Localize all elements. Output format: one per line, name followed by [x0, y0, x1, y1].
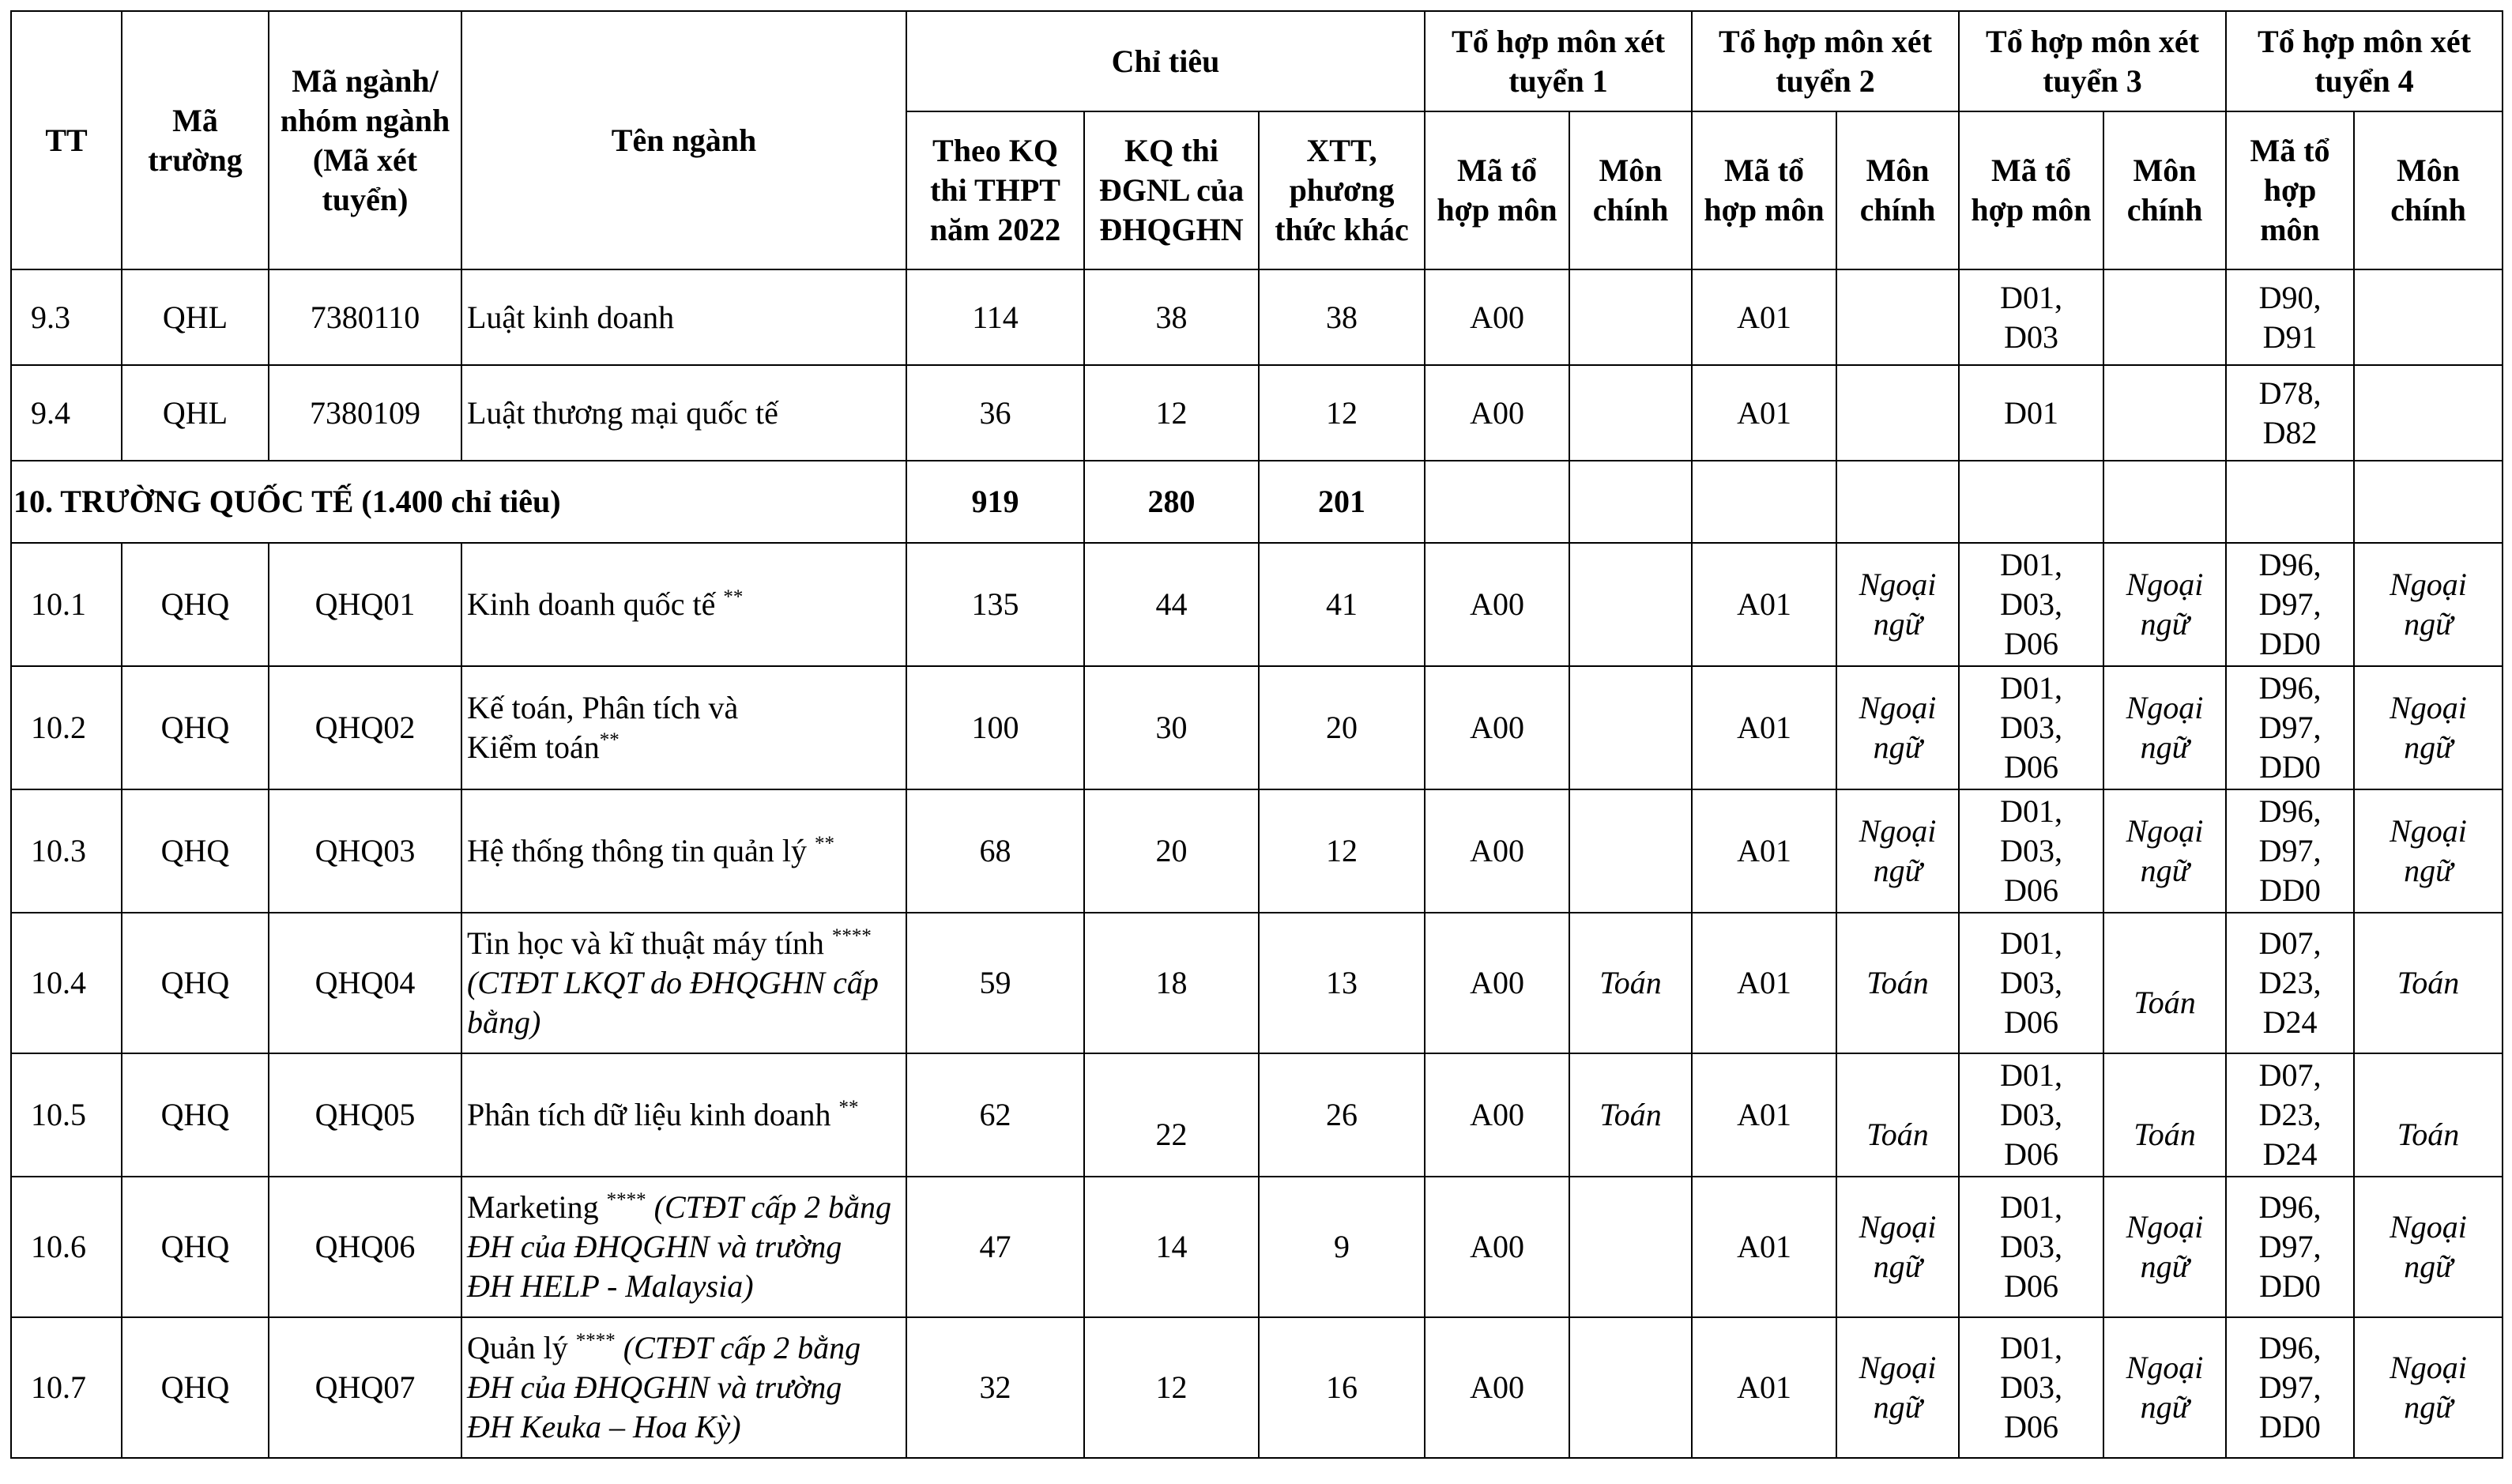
- cell-combo2: A01: [1692, 365, 1836, 461]
- cell-combo3: D01, D03: [1959, 269, 2103, 365]
- cell-name: Kinh doanh quốc tế **: [461, 543, 906, 666]
- header-quota: Chỉ tiêu: [906, 11, 1425, 111]
- cell-combo3: D01, D03, D06: [1959, 1053, 2103, 1177]
- cell-thpt: 62: [906, 1053, 1084, 1177]
- header-combo-2: Tổ hợp môn xét tuyển 2: [1692, 11, 1959, 111]
- table-row: [11, 666, 2503, 789]
- cell-name: Luật thương mại quốc tế: [461, 365, 906, 461]
- cell-combo3: D01: [1959, 365, 2103, 461]
- cell-code: QHQ01: [269, 543, 461, 666]
- cell-combo4: D96, D97, DD0: [2226, 789, 2354, 913]
- cell-combo4: D96, D97, DD0: [2226, 666, 2354, 789]
- cell-thpt: 100: [906, 666, 1084, 789]
- cell-xtt: 9: [1259, 1177, 1425, 1317]
- cell-combo1: A00: [1425, 789, 1569, 913]
- cell-combo4: D07, D23, D24: [2226, 1053, 2354, 1177]
- table-row: [11, 365, 2503, 461]
- header-main-subject: Môn chính: [1836, 111, 1959, 269]
- cell-combo3: D01, D03, D06: [1959, 1177, 2103, 1317]
- cell-main4: Ngoại ngữ: [2354, 789, 2503, 913]
- cell-main1: [1569, 365, 1692, 461]
- cell-main1: [1569, 1317, 1692, 1458]
- cell-main1: [1569, 543, 1692, 666]
- cell-main4: [2354, 269, 2503, 365]
- cell-code: QHQ07: [269, 1317, 461, 1458]
- cell-main1: Toán: [1569, 1053, 1692, 1177]
- section-row: [11, 461, 2503, 543]
- cell-combo1: A00: [1425, 913, 1569, 1053]
- cell-school: QHL: [122, 365, 269, 461]
- cell-main4: Ngoại ngữ: [2354, 543, 2503, 666]
- cell-xtt: 20: [1259, 666, 1425, 789]
- cell-tt: 10.4: [11, 913, 122, 1053]
- header-quota-dgnl: KQ thi ĐGNL của ĐHQGHN: [1084, 111, 1259, 269]
- cell-main1: [1569, 1177, 1692, 1317]
- cell-combo2: A01: [1692, 1177, 1836, 1317]
- cell-main3: Ngoại ngữ: [2103, 1177, 2226, 1317]
- table-row: [11, 543, 2503, 666]
- cell-combo1: A00: [1425, 365, 1569, 461]
- cell-thpt: 59: [906, 913, 1084, 1053]
- cell-xtt: 12: [1259, 365, 1425, 461]
- cell-dgnl: 12: [1084, 365, 1259, 461]
- cell-xtt: 38: [1259, 269, 1425, 365]
- header-combo-1: Tổ hợp môn xét tuyển 1: [1425, 11, 1692, 111]
- cell-combo3: D01, D03, D06: [1959, 1317, 2103, 1458]
- header-main-subject: Môn chính: [2354, 111, 2503, 269]
- cell-school: QHQ: [122, 1317, 269, 1458]
- cell-thpt: 68: [906, 789, 1084, 913]
- table-row: [11, 269, 2503, 365]
- cell-combo1: A00: [1425, 666, 1569, 789]
- header-main-subject: Môn chính: [1569, 111, 1692, 269]
- header-combo-4: Tổ hợp môn xét tuyển 4: [2226, 11, 2503, 111]
- cell-dgnl: 14: [1084, 1177, 1259, 1317]
- cell-main3: Ngoại ngữ: [2103, 789, 2226, 913]
- table-row: [11, 789, 2503, 913]
- cell-main2: Ngoại ngữ: [1836, 666, 1959, 789]
- cell-combo1: A00: [1425, 269, 1569, 365]
- cell-main3: Ngoại ngữ: [2103, 1317, 2226, 1458]
- cell-combo3: D01, D03, D06: [1959, 543, 2103, 666]
- cell-code: QHQ04: [269, 913, 461, 1053]
- cell-main3: Ngoại ngữ: [2103, 666, 2226, 789]
- cell-combo4: D96, D97, DD0: [2226, 543, 2354, 666]
- cell-combo2: A01: [1692, 1317, 1836, 1458]
- cell-main1: [1569, 269, 1692, 365]
- cell-school: QHQ: [122, 789, 269, 913]
- header-school-code: Mã trường: [122, 11, 269, 269]
- cell-code: QHQ06: [269, 1177, 461, 1317]
- cell-combo4: D90, D91: [2226, 269, 2354, 365]
- cell-combo3: D01, D03, D06: [1959, 666, 2103, 789]
- header-combo-code: Mã tổ hợp môn: [2226, 111, 2354, 269]
- cell-name: Kế toán, Phân tích và Kiểm toán**: [461, 666, 906, 789]
- table-row: [11, 1177, 2503, 1317]
- admission-quota-table: [10, 10, 2503, 1459]
- cell-school: QHQ: [122, 666, 269, 789]
- cell-main2: [1836, 365, 1959, 461]
- cell-code: QHQ03: [269, 789, 461, 913]
- cell-combo1: A00: [1425, 1177, 1569, 1317]
- cell-main2: Toán: [1836, 1053, 1959, 1177]
- header-major-name: Tên ngành: [461, 11, 906, 269]
- cell-school: QHQ: [122, 913, 269, 1053]
- cell-thpt: 114: [906, 269, 1084, 365]
- header-combo-3: Tổ hợp môn xét tuyển 3: [1959, 11, 2226, 111]
- section-xtt: 201: [1259, 461, 1425, 543]
- cell-code: 7380109: [269, 365, 461, 461]
- cell-main2: Ngoại ngữ: [1836, 1317, 1959, 1458]
- cell-tt: 10.1: [11, 543, 122, 666]
- cell-combo4: D07, D23, D24: [2226, 913, 2354, 1053]
- header-combo-code: Mã tổ hợp môn: [1959, 111, 2103, 269]
- cell-tt: 9.4: [11, 365, 122, 461]
- cell-main3: [2103, 269, 2226, 365]
- header-major-code: Mã ngành/ nhóm ngành (Mã xét tuyển): [269, 11, 461, 269]
- cell-main2: Ngoại ngữ: [1836, 1177, 1959, 1317]
- cell-school: QHQ: [122, 543, 269, 666]
- cell-combo2: A01: [1692, 269, 1836, 365]
- cell-dgnl: 38: [1084, 269, 1259, 365]
- cell-dgnl: 30: [1084, 666, 1259, 789]
- cell-dgnl: 18: [1084, 913, 1259, 1053]
- cell-main2: Ngoại ngữ: [1836, 789, 1959, 913]
- cell-main4: Toán: [2354, 913, 2503, 1053]
- cell-school: QHQ: [122, 1177, 269, 1317]
- cell-combo4: D96, D97, DD0: [2226, 1177, 2354, 1317]
- cell-combo2: A01: [1692, 543, 1836, 666]
- cell-main3: Ngoại ngữ: [2103, 543, 2226, 666]
- cell-combo1: A00: [1425, 1053, 1569, 1177]
- cell-dgnl: 44: [1084, 543, 1259, 666]
- cell-thpt: 32: [906, 1317, 1084, 1458]
- cell-tt: 10.3: [11, 789, 122, 913]
- cell-main4: Ngoại ngữ: [2354, 1177, 2503, 1317]
- cell-xtt: 13: [1259, 913, 1425, 1053]
- cell-main4: Toán: [2354, 1053, 2503, 1177]
- cell-main4: Ngoại ngữ: [2354, 666, 2503, 789]
- cell-main3: [2103, 365, 2226, 461]
- cell-combo4: D96, D97, DD0: [2226, 1317, 2354, 1458]
- cell-main1: Toán: [1569, 913, 1692, 1053]
- cell-combo2: A01: [1692, 666, 1836, 789]
- cell-dgnl: 12: [1084, 1317, 1259, 1458]
- cell-name: Phân tích dữ liệu kinh doanh **: [461, 1053, 906, 1177]
- section-dgnl: 280: [1084, 461, 1259, 543]
- cell-name: Quản lý **** (CTĐT cấp 2 bằng ĐH của ĐHQGHN và trường ĐH Keuka – Hoa Kỳ): [461, 1317, 906, 1458]
- cell-code: QHQ05: [269, 1053, 461, 1177]
- cell-thpt: 135: [906, 543, 1084, 666]
- cell-combo2: A01: [1692, 1053, 1836, 1177]
- section-thpt: 919: [906, 461, 1084, 543]
- cell-combo1: A00: [1425, 1317, 1569, 1458]
- cell-main3: Toán: [2103, 1053, 2226, 1177]
- cell-combo4: D78, D82: [2226, 365, 2354, 461]
- cell-name: Hệ thống thông tin quản lý **: [461, 789, 906, 913]
- cell-dgnl: 22: [1084, 1053, 1259, 1177]
- cell-xtt: 16: [1259, 1317, 1425, 1458]
- cell-name: Luật kinh doanh: [461, 269, 906, 365]
- cell-name: Marketing **** (CTĐT cấp 2 bằng ĐH của ĐHQGHN và trường ĐH HELP - Malaysia): [461, 1177, 906, 1317]
- cell-main1: [1569, 789, 1692, 913]
- cell-tt: 10.6: [11, 1177, 122, 1317]
- cell-tt: 9.3: [11, 269, 122, 365]
- cell-thpt: 47: [906, 1177, 1084, 1317]
- cell-code: QHQ02: [269, 666, 461, 789]
- cell-main4: [2354, 365, 2503, 461]
- header-tt: TT: [11, 11, 122, 269]
- cell-tt: 10.2: [11, 666, 122, 789]
- cell-combo1: A00: [1425, 543, 1569, 666]
- header-combo-code: Mã tổ hợp môn: [1692, 111, 1836, 269]
- cell-combo2: A01: [1692, 789, 1836, 913]
- cell-combo3: D01, D03, D06: [1959, 913, 2103, 1053]
- cell-name: Tin học và kĩ thuật máy tính **** (CTĐT LKQT do ĐHQGHN cấp bằng): [461, 913, 906, 1053]
- cell-school: QHL: [122, 269, 269, 365]
- cell-main2: [1836, 269, 1959, 365]
- cell-tt: 10.7: [11, 1317, 122, 1458]
- cell-combo3: D01, D03, D06: [1959, 789, 2103, 913]
- cell-thpt: 36: [906, 365, 1084, 461]
- header-quota-xtt: XTT, phương thức khác: [1259, 111, 1425, 269]
- table-row: [11, 1053, 2503, 1177]
- cell-xtt: 12: [1259, 789, 1425, 913]
- cell-tt: 10.5: [11, 1053, 122, 1177]
- cell-xtt: 41: [1259, 543, 1425, 666]
- cell-xtt: 26: [1259, 1053, 1425, 1177]
- cell-main4: Ngoại ngữ: [2354, 1317, 2503, 1458]
- cell-school: QHQ: [122, 1053, 269, 1177]
- header-main-subject: Môn chính: [2103, 111, 2226, 269]
- cell-main2: Ngoại ngữ: [1836, 543, 1959, 666]
- table-row: [11, 1317, 2503, 1458]
- cell-main3: Toán: [2103, 913, 2226, 1053]
- cell-main1: [1569, 666, 1692, 789]
- cell-dgnl: 20: [1084, 789, 1259, 913]
- table-row: [11, 913, 2503, 1053]
- cell-main2: Toán: [1836, 913, 1959, 1053]
- section-title: 10. TRƯỜNG QUỐC TẾ (1.400 chỉ tiêu): [11, 461, 906, 543]
- cell-code: 7380110: [269, 269, 461, 365]
- header-combo-code: Mã tổ hợp môn: [1425, 111, 1569, 269]
- header-quota-thpt: Theo KQ thi THPT năm 2022: [906, 111, 1084, 269]
- cell-combo2: A01: [1692, 913, 1836, 1053]
